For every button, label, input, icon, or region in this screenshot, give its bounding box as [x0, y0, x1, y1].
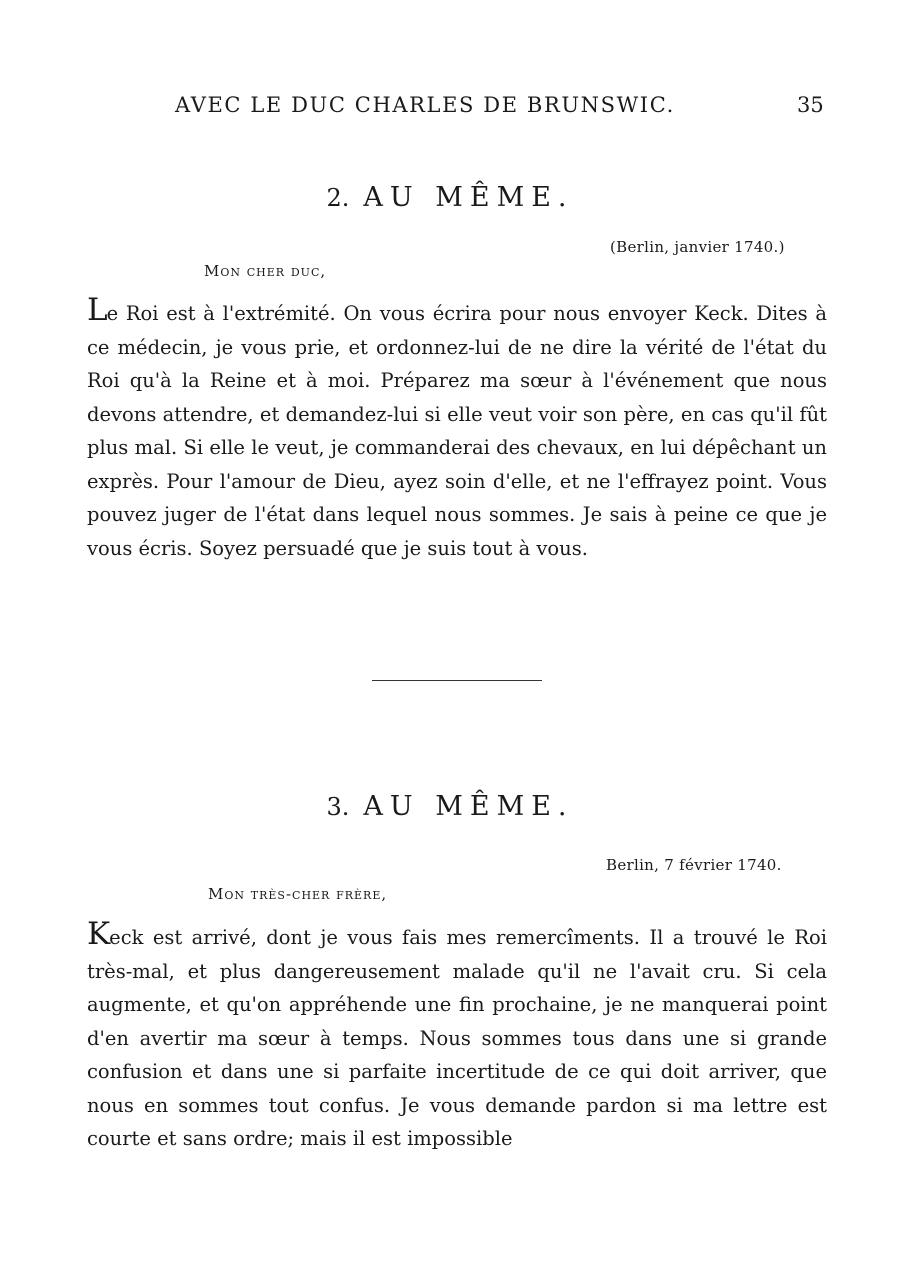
letter-3-body-text: eck est arrivé, dont je vous fais mes remercîments. Il a trouvé le Roi très-mal, et plus dangereusement malade qu'il ne l'avait cru. Si cela augmente, et qu'on appréhende une fin prochaine, je ne manquerai point d'en avertir ma sœur à temps. Nous sommes tous dans une si grande confusion et dans une si parfaite incertitude de ce qui doit arriver, que nous en sommes tout confus. Je vous demande pardon si ma lettre est courte et sans ordre; mais il est impossible	[87, 926, 827, 1150]
letter-heading: AU MÊME.	[363, 791, 574, 822]
letter-2-title	[0, 182, 900, 213]
section-divider	[372, 680, 542, 681]
letter-2-dateline: (Berlin, janvier 1740.)	[610, 238, 785, 256]
letter-3-title	[0, 791, 900, 822]
drop-cap: K	[87, 916, 110, 952]
drop-cap: L	[87, 292, 107, 328]
letter-number: 2.	[326, 184, 350, 212]
letter-number: 3.	[326, 793, 350, 821]
letter-2-body-text: e Roi est à l'extrémité. On vous écrira pour nous envoyer Keck. Dites à ce médecin, je vous prie, et ordonnez-lui de ne dire la vérité de l'état du Roi qu'à la Reine et à moi. Préparez ma sœur à l'événement que nous devons attendre, et demandez-lui si elle veut voir son père, en cas qu'il fût plus mal. Si elle le veut, je commanderai des chevaux, en lui dépêchant un exprès. Pour l'amour de Dieu, ayez soin d'elle, et ne l'effrayez point. Vous pouvez juger de l'état dans lequel nous sommes. Je sais à peine ce que je vous écris. Soyez persuadé que je suis tout à vous.	[87, 302, 827, 560]
letter-3-body	[87, 916, 827, 1156]
running-head: AVEC LE DUC CHARLES DE BRUNSWIC.	[175, 93, 675, 117]
page-number: 35	[797, 93, 824, 117]
letter-2-body	[87, 292, 827, 565]
letter-3-salutation: Mon très-cher frère,	[208, 885, 388, 903]
letter-heading: AU MÊME.	[363, 182, 574, 213]
letter-3-dateline: Berlin, 7 février 1740.	[606, 856, 782, 874]
letter-2-salutation: Mon cher duc,	[204, 262, 327, 280]
